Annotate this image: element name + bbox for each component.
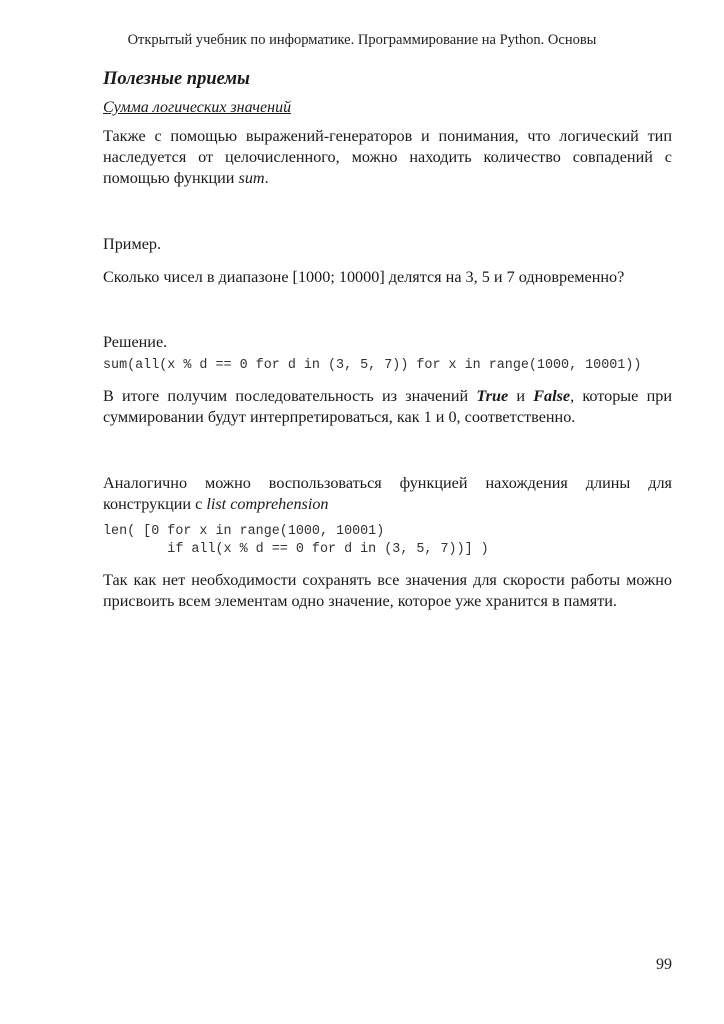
solution-code: sum(all(x % d == 0 for d in (3, 5, 7)) for x in range(1000, 10001)) [103,358,642,373]
result-text-part2: и [508,387,534,405]
true-term: True [476,387,509,405]
example-question: Сколько чисел в диапазоне [1000; 10000] делятся на 3, 5 и 7 одновременно? [103,268,625,286]
result-text-part1: В итоге получим последовательность из значений [103,387,477,405]
len-code-block [103,523,672,559]
intro-paragraph-end: . [264,169,269,187]
sum-function-term: sum [238,169,265,187]
length-paragraph-text: Аналогично можно воспользоваться функцией нахождения длины для конструкции с [103,474,672,513]
intro-paragraph [103,126,672,189]
length-paragraph [103,473,672,515]
subsection-title: Сумма логических значений [103,99,292,116]
memory-paragraph: Так как нет необходимости сохранять все значения для скорости работы можно присвоить всем элементам одно значение, которое уже хранится в памяти. [103,571,672,610]
list-comprehension-term: list comprehension [206,495,329,513]
main-content [103,66,672,612]
result-paragraph [103,386,672,428]
intro-paragraph-text: Также с помощью выражений-генераторов и понимания, что логический тип наследуется от целочисленного, можно находить количество совпадений с помощью функции [103,127,672,187]
section-title: Полезные приемы [103,69,250,89]
solution-label: Решение. [103,333,168,351]
example-label: Пример. [103,235,162,253]
running-header: Открытый учебник по информатике. Программирование на Python. Основы [127,32,597,48]
len-code-line-2: if all(x % d == 0 for d in (3, 5, 7))] ) [103,542,489,557]
len-code-line-1: len( [0 for x in range(1000, 10001) [103,524,385,539]
false-term: False [533,387,571,405]
page-number: 99 [656,956,672,973]
result-text-part3: , которые при суммировании будут интерпретироваться, как 1 и 0, соответственно. [103,387,672,426]
